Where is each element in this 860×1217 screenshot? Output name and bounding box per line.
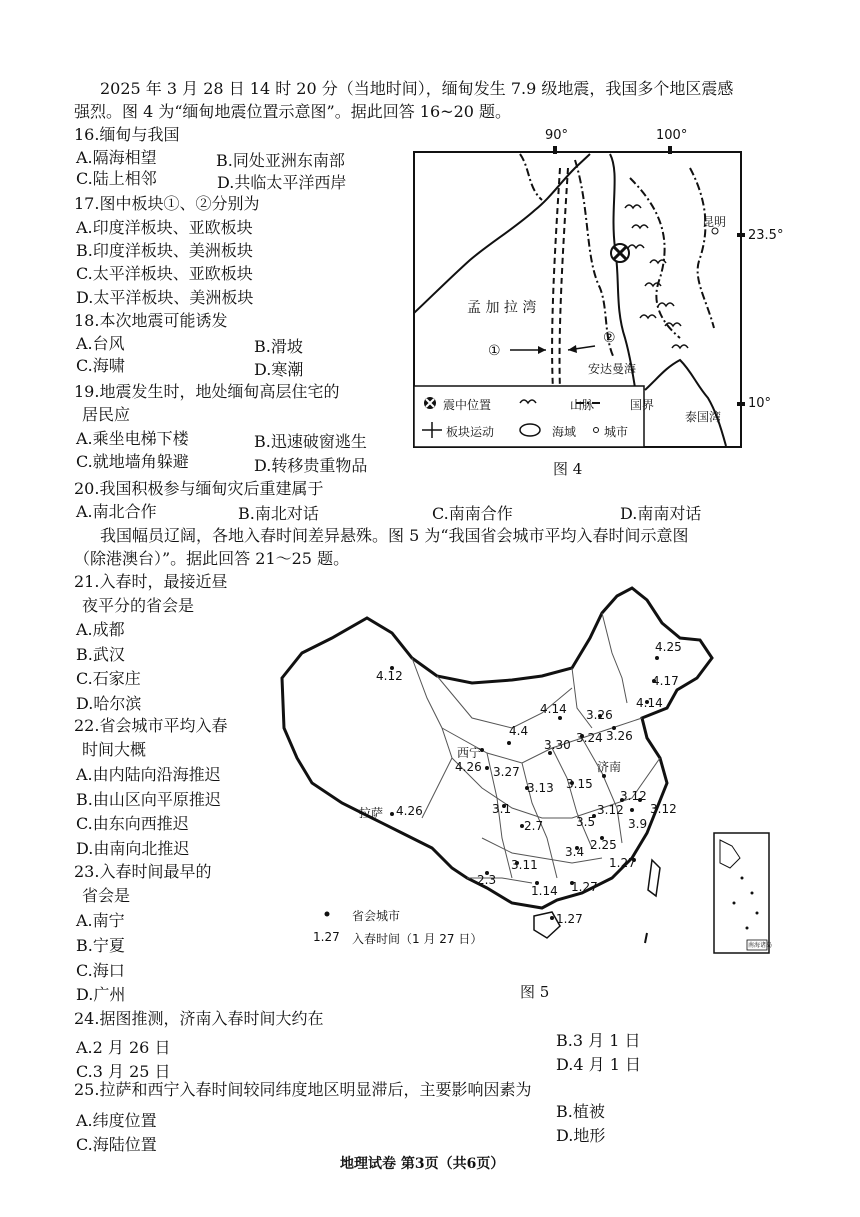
q18-option-c: C.海啸 <box>76 356 125 375</box>
fig4-bay-of-bengal: 孟 加 拉 湾 <box>467 300 537 316</box>
q17-option-b: B.印度洋板块、美洲板块 <box>76 241 253 260</box>
figure-4-caption: 图 4 <box>553 460 583 478</box>
fig4-gulf-of-thailand: 泰国湾 <box>685 410 722 424</box>
q24-option-c: C.3 月 25 日 <box>76 1062 171 1081</box>
q21-stem-line-2: 夜平分的省会是 <box>82 596 195 615</box>
fig5-zhengzhou: 3.15 <box>566 777 593 791</box>
fig5-harbin: 4.25 <box>655 640 682 654</box>
fig5-haikou: 1.27 <box>556 912 583 926</box>
q22-option-d: D.由南向北推迟 <box>76 839 190 858</box>
figure-5-map <box>272 578 772 958</box>
q25-option-b: B.植被 <box>556 1102 605 1121</box>
q17-option-c: C.太平洋板块、亚欧板块 <box>76 264 253 283</box>
fig5-shanghai: 3.12 <box>650 802 677 816</box>
fig5-legend-city: 省会城市 <box>352 909 401 923</box>
q21-option-c: C.石家庄 <box>76 669 141 688</box>
q21-option-b: B.武汉 <box>76 645 125 664</box>
fig5-legend-sample-value: 1.27 <box>313 930 340 944</box>
q24-option-b: B.3 月 1 日 <box>556 1031 641 1050</box>
intro-2-line-1: 我国幅员辽阔，各地入春时间差异悬殊。图 5 为“我国省会城市平均入春时间示意图 <box>100 526 689 545</box>
q16-option-a: A.隔海相望 <box>76 148 157 167</box>
fig5-taiyuan: 3.30 <box>544 738 571 752</box>
fig5-lanzhou: 3.27 <box>493 765 520 779</box>
q22-option-b: B.由山区向平原推迟 <box>76 790 221 809</box>
fig4-kunming: 昆明 <box>702 215 727 229</box>
q18-option-d: D.寒潮 <box>254 360 304 379</box>
fig4-plate-1: ① <box>488 343 501 359</box>
q18-option-a: A.台风 <box>76 334 125 353</box>
fig5-changsha: 3.4 <box>565 845 585 859</box>
fig4-lat-23-5: 23.5° <box>748 228 784 243</box>
fig5-xining: 4.26 <box>455 760 482 774</box>
fig4-legend-city: 城市 <box>604 425 629 439</box>
fig4-plate-2: ② <box>603 330 616 346</box>
q20-option-b: B.南北对话 <box>238 504 319 523</box>
fig4-legend-plate: 板块运动 <box>446 425 495 439</box>
q19-option-c: C.就地墙角躲避 <box>76 452 189 471</box>
figure-5-caption: 图 5 <box>520 983 550 1001</box>
fig5-hefei: 3.12 <box>597 803 624 817</box>
fig5-urumqi: 4.12 <box>376 669 403 683</box>
fig5-lhasa-name: 拉萨 <box>359 806 384 820</box>
fig4-andaman-sea: 安达曼海 <box>588 362 637 376</box>
fig4-legend-sea: 海域 <box>552 425 577 439</box>
q23-option-a: A.南宁 <box>76 911 125 930</box>
q23-option-b: B.宁夏 <box>76 936 125 955</box>
q25-option-c: C.海陆位置 <box>76 1135 157 1154</box>
q16-stem: 16.缅甸与我国 <box>74 125 180 144</box>
fig5-kunming: 2.3 <box>477 873 497 887</box>
q19-stem-line-1: 19.地震发生时，地处缅甸高层住宅的 <box>74 382 340 401</box>
q19-option-a: A.乘坐电梯下楼 <box>76 429 189 448</box>
q19-option-b: B.迅速破窗逃生 <box>254 432 367 451</box>
fig5-jinan-name: 济南 <box>597 760 622 774</box>
q17-stem: 17.图中板块①、②分别为 <box>74 194 260 213</box>
fig5-shenyang: 4.14 <box>636 696 663 710</box>
fig4-lat-10: 10° <box>748 396 772 411</box>
q23-stem-line-1: 23.入春时间最早的 <box>74 862 212 881</box>
fig5-beijing: 3.26 <box>586 708 613 722</box>
fig5-yinchuan: 4.4 <box>509 724 529 738</box>
fig5-hohhot: 4.14 <box>540 702 567 716</box>
fig5-tianjin: 3.26 <box>606 729 633 743</box>
fig5-nanchang: 2.25 <box>590 838 617 852</box>
q24-option-a: A.2 月 26 日 <box>76 1038 171 1057</box>
fig5-nanjing: 3.12 <box>620 789 647 803</box>
page-footer: 地理试卷 第3页（共6页） <box>340 1156 505 1172</box>
fig5-nanning: 1.14 <box>531 884 558 898</box>
q20-option-a: A.南北合作 <box>76 502 157 521</box>
q24-option-d: D.4 月 1 日 <box>556 1055 641 1074</box>
fig5-fuzhou: 1.27 <box>609 856 636 870</box>
fig5-xining-name: 西宁 <box>457 746 482 760</box>
q24-stem: 24.据图推测，济南入春时间大约在 <box>74 1009 324 1028</box>
fig5-hangzhou: 3.9 <box>628 817 648 831</box>
intro-1-line-2: 强烈。图 4 为“缅甸地震位置示意图”。据此回答 16~20 题。 <box>74 102 512 121</box>
q22-stem-line-2: 时间大概 <box>82 740 147 759</box>
q20-option-c: C.南南合作 <box>432 504 513 523</box>
fig5-shijiazhuang: 3.24 <box>576 731 603 745</box>
fig5-changchun: 4.17 <box>652 674 679 688</box>
q22-stem-line-1: 22.省会城市平均入春 <box>74 716 228 735</box>
q20-stem: 20.我国积极参与缅甸灾后重建属于 <box>74 479 324 498</box>
q22-option-a: A.由内陆向沿海推迟 <box>76 765 221 784</box>
fig5-lhasa: 4.26 <box>396 804 423 818</box>
q25-option-d: D.地形 <box>556 1126 606 1145</box>
fig5-inset-label: 南海诸岛 <box>748 942 773 949</box>
intro-1-line-1: 2025 年 3 月 28 日 14 时 20 分（当地时间），缅甸发生 7.9 级地震，我国多个地区震感 <box>100 79 734 98</box>
intro-2-line-2: （除港澳台）”。据此回答 21～25 题。 <box>74 549 350 568</box>
q18-stem: 18.本次地震可能诱发 <box>74 311 228 330</box>
q23-option-d: D.广州 <box>76 985 126 1004</box>
q23-option-c: C.海口 <box>76 961 125 980</box>
fig4-lon-90: 90° <box>545 128 569 143</box>
q16-option-c: C.陆上相邻 <box>76 169 157 188</box>
fig5-guangzhou: 1.27 <box>571 880 598 894</box>
q22-option-c: C.由东向西推迟 <box>76 814 189 833</box>
q17-option-d: D.太平洋板块、美洲板块 <box>76 288 254 307</box>
q21-option-d: D.哈尔滨 <box>76 694 142 713</box>
q20-option-d: D.南南对话 <box>620 504 702 523</box>
q18-option-b: B.滑坡 <box>254 337 303 356</box>
fig5-guiyang: 3.11 <box>511 858 538 872</box>
fig4-lon-100: 100° <box>656 128 688 143</box>
fig5-xian: 3.13 <box>527 781 554 795</box>
q21-option-a: A.成都 <box>76 620 125 639</box>
q16-option-b: B.同处亚洲东南部 <box>216 151 345 170</box>
q16-option-d: D.共临太平洋西岸 <box>217 173 347 192</box>
fig5-legend-sample-desc: 入春时间（1 月 27 日） <box>352 932 483 946</box>
q25-option-a: A.纬度位置 <box>76 1111 157 1130</box>
q25-stem: 25.拉萨和西宁入春时间较同纬度地区明显滞后，主要影响因素为 <box>74 1080 532 1099</box>
fig4-legend-mountain: 山脉 <box>570 398 595 412</box>
q21-stem-line-1: 21.入春时，最接近昼 <box>74 572 228 591</box>
fig4-legend-epicenter: 震中位置 <box>443 398 492 412</box>
q23-stem-line-2: 省会是 <box>82 886 131 905</box>
fig5-chongqing: 2.7 <box>524 819 544 833</box>
q17-option-a: A.印度洋板块、亚欧板块 <box>76 218 253 237</box>
fig5-chengdu: 3.1 <box>492 802 512 816</box>
fig5-wuhan: 3.5 <box>576 815 596 829</box>
fig4-legend-border: 国界 <box>630 398 655 412</box>
q19-option-d: D.转移贵重物品 <box>254 456 368 475</box>
q19-stem-line-2: 居民应 <box>82 405 131 424</box>
